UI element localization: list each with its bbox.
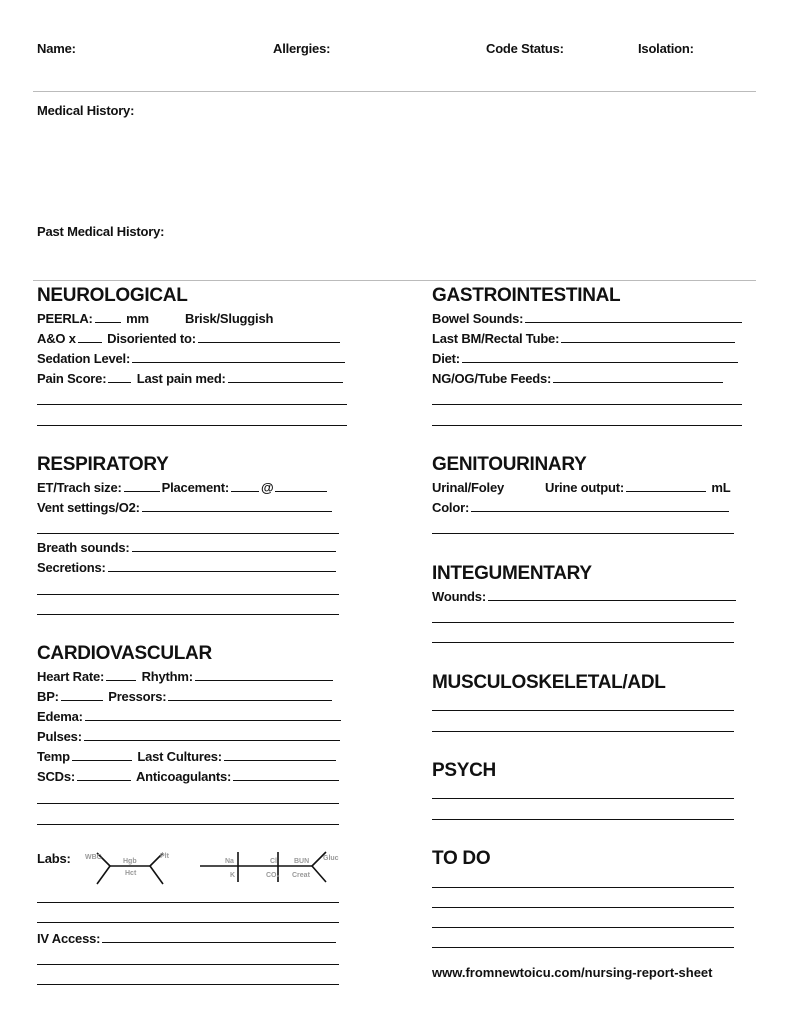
wbc-label: WBC	[85, 854, 102, 861]
color-row	[432, 500, 731, 516]
resp-blank-line[interactable]	[37, 594, 339, 595]
peerla-blank[interactable]	[95, 311, 121, 323]
heart-rate-label: Heart Rate:	[37, 669, 105, 684]
scds-label: SCDs:	[37, 769, 76, 784]
cl-label: Cl	[270, 858, 277, 865]
breath-row	[37, 540, 338, 556]
urinal-foley-label: Urinal/Foley	[432, 480, 505, 495]
past-medical-history-label: Past Medical History:	[37, 224, 165, 239]
footer-url[interactable]: www.fromnewtoicu.com/nursing-report-sheet	[432, 965, 713, 980]
last-cultures-blank[interactable]	[224, 749, 336, 761]
urine-output-label: Urine output:	[545, 480, 624, 495]
pressors-blank[interactable]	[168, 689, 332, 701]
gu-heading: GENITOURINARY	[432, 454, 587, 475]
pain-score-blank[interactable]	[108, 371, 131, 383]
diet-label: Diet:	[432, 351, 460, 366]
psych-heading: PSYCH	[432, 760, 496, 781]
creat-label: Creat	[292, 872, 310, 879]
diet-row	[432, 351, 740, 367]
bp-label: BP:	[37, 689, 59, 704]
temp-blank[interactable]	[72, 749, 132, 761]
integ-blank-line[interactable]	[432, 642, 734, 643]
urine-output-blank[interactable]	[626, 480, 706, 492]
history-divider	[33, 280, 756, 281]
et-trach-row	[37, 480, 329, 496]
heart-rate-blank[interactable]	[106, 669, 136, 681]
et-trach-label: ET/Trach size:	[37, 480, 122, 495]
scds-blank[interactable]	[77, 769, 131, 781]
labs-blank-line[interactable]	[37, 902, 339, 903]
last-bm-row	[432, 331, 737, 347]
last-pain-med-label: Last pain med:	[136, 371, 226, 386]
gluc-label: Gluc	[323, 855, 339, 862]
vent-blank[interactable]	[142, 500, 332, 512]
psych-blank-line[interactable]	[432, 798, 734, 799]
pulses-row	[37, 729, 342, 745]
mm-label: mm	[126, 311, 149, 326]
msk-blank-line[interactable]	[432, 731, 734, 732]
labs-label: Labs:	[37, 851, 71, 866]
iv-blank-line[interactable]	[37, 984, 339, 985]
rhythm-blank[interactable]	[195, 669, 333, 681]
pulses-label: Pulses:	[37, 729, 82, 744]
pressors-label: Pressors:	[108, 689, 167, 704]
last-pain-med-blank[interactable]	[228, 371, 343, 383]
anticoagulants-label: Anticoagulants:	[135, 769, 232, 784]
breath-sounds-label: Breath sounds:	[37, 540, 130, 555]
resp-blank-line[interactable]	[37, 533, 339, 534]
resp-heading: RESPIRATORY	[37, 454, 169, 475]
disoriented-blank[interactable]	[198, 331, 340, 343]
color-label: Color:	[432, 500, 470, 515]
integ-heading: INTEGUMENTARY	[432, 563, 592, 584]
neuro-heading: NEUROLOGICAL	[37, 285, 188, 306]
breath-sounds-blank[interactable]	[132, 540, 336, 552]
todo-blank-line[interactable]	[432, 947, 734, 948]
at-label: @	[261, 480, 274, 495]
neuro-blank-line[interactable]	[37, 404, 347, 405]
urine-output-row	[545, 480, 731, 496]
edema-label: Edema:	[37, 709, 83, 724]
isolation-label: Isolation:	[638, 41, 694, 56]
ng-tube-feeds-blank[interactable]	[553, 371, 723, 383]
disoriented-label: Disoriented to:	[107, 331, 196, 346]
iv-row	[37, 931, 338, 947]
labs-blank-line[interactable]	[37, 922, 339, 923]
ng-row	[432, 371, 725, 387]
integ-blank-line[interactable]	[432, 622, 734, 623]
bowel-sounds-blank[interactable]	[525, 311, 742, 323]
diet-blank[interactable]	[462, 351, 738, 363]
neuro-blank-line[interactable]	[37, 425, 347, 426]
secretions-row	[37, 560, 338, 576]
bowel-row	[432, 311, 744, 327]
hct-label: Hct	[125, 870, 137, 877]
psych-blank-line[interactable]	[432, 819, 734, 820]
wounds-label: Wounds:	[432, 589, 486, 604]
ao-blank[interactable]	[78, 331, 102, 343]
header-divider	[33, 91, 756, 92]
cardio-blank-line[interactable]	[37, 824, 339, 825]
na-label: Na	[225, 858, 234, 865]
sedation-row	[37, 351, 347, 367]
ao-row	[37, 331, 342, 347]
rhythm-label: Rhythm:	[141, 669, 193, 684]
wounds-blank[interactable]	[488, 589, 736, 601]
last-bm-blank[interactable]	[561, 331, 735, 343]
bun-label: BUN	[294, 858, 310, 865]
scds-row	[37, 769, 341, 785]
iv-access-blank[interactable]	[102, 931, 336, 943]
co2-label: CO₂	[266, 872, 280, 879]
hgb-label: Hgb	[123, 858, 137, 865]
lab-fishbone-diagrams	[80, 846, 350, 888]
allergies-label: Allergies:	[273, 41, 331, 56]
iv-blank-line[interactable]	[37, 964, 339, 965]
ng-tube-feeds-label: NG/OG/Tube Feeds:	[432, 371, 552, 386]
hr-row	[37, 669, 335, 685]
placement-label: Placement:	[161, 480, 229, 495]
name-label: Name:	[37, 41, 76, 56]
sedation-blank[interactable]	[132, 351, 345, 363]
vent-row	[37, 500, 334, 516]
k-label: K	[230, 872, 236, 879]
code-status-label: Code Status:	[486, 41, 564, 56]
pain-score-label: Pain Score:	[37, 371, 107, 386]
iv-access-label: IV Access:	[37, 931, 101, 946]
anticoagulants-blank[interactable]	[233, 769, 339, 781]
gi-heading: GASTROINTESTINAL	[432, 285, 621, 306]
last-cultures-label: Last Cultures:	[137, 749, 222, 764]
temp-label: Temp	[37, 749, 70, 764]
temp-row	[37, 749, 338, 765]
peerla-label: PEERLA:	[37, 311, 93, 326]
plt-label: Plt	[160, 853, 169, 860]
cardio-heading: CARDIOVASCULAR	[37, 643, 212, 664]
ao-label: A&O x	[37, 331, 76, 346]
bp-row	[37, 689, 334, 705]
sedation-label: Sedation Level:	[37, 351, 131, 366]
secretions-label: Secretions:	[37, 560, 106, 575]
at-blank[interactable]	[275, 480, 327, 492]
pulses-blank[interactable]	[84, 729, 340, 741]
todo-blank-line[interactable]	[432, 887, 734, 888]
msk-heading: MUSCULOSKELETAL/ADL	[432, 672, 666, 693]
todo-blank-line[interactable]	[432, 927, 734, 928]
last-bm-label: Last BM/Rectal Tube:	[432, 331, 560, 346]
wounds-row	[432, 589, 738, 605]
gi-blank-line[interactable]	[432, 404, 742, 405]
cardio-blank-line[interactable]	[37, 803, 339, 804]
ml-label: mL	[711, 480, 731, 495]
gu-blank-line[interactable]	[432, 533, 734, 534]
pain-row	[37, 371, 345, 387]
bowel-sounds-label: Bowel Sounds:	[432, 311, 524, 326]
edema-row	[37, 709, 343, 725]
medical-history-label: Medical History:	[37, 103, 135, 118]
resp-blank-line[interactable]	[37, 614, 339, 615]
brisk-sluggish-label: Brisk/Sluggish	[185, 311, 274, 326]
vent-label: Vent settings/O2:	[37, 500, 140, 515]
msk-blank-line[interactable]	[432, 710, 734, 711]
secretions-blank[interactable]	[108, 560, 336, 572]
todo-heading: TO DO	[432, 848, 491, 869]
edema-blank[interactable]	[85, 709, 341, 721]
placement-blank[interactable]	[231, 480, 259, 492]
et-trach-blank[interactable]	[124, 480, 160, 492]
todo-blank-line[interactable]	[432, 907, 734, 908]
bp-blank[interactable]	[61, 689, 103, 701]
color-blank[interactable]	[471, 500, 729, 512]
gi-blank-line[interactable]	[432, 425, 742, 426]
peerla-row	[37, 311, 149, 327]
